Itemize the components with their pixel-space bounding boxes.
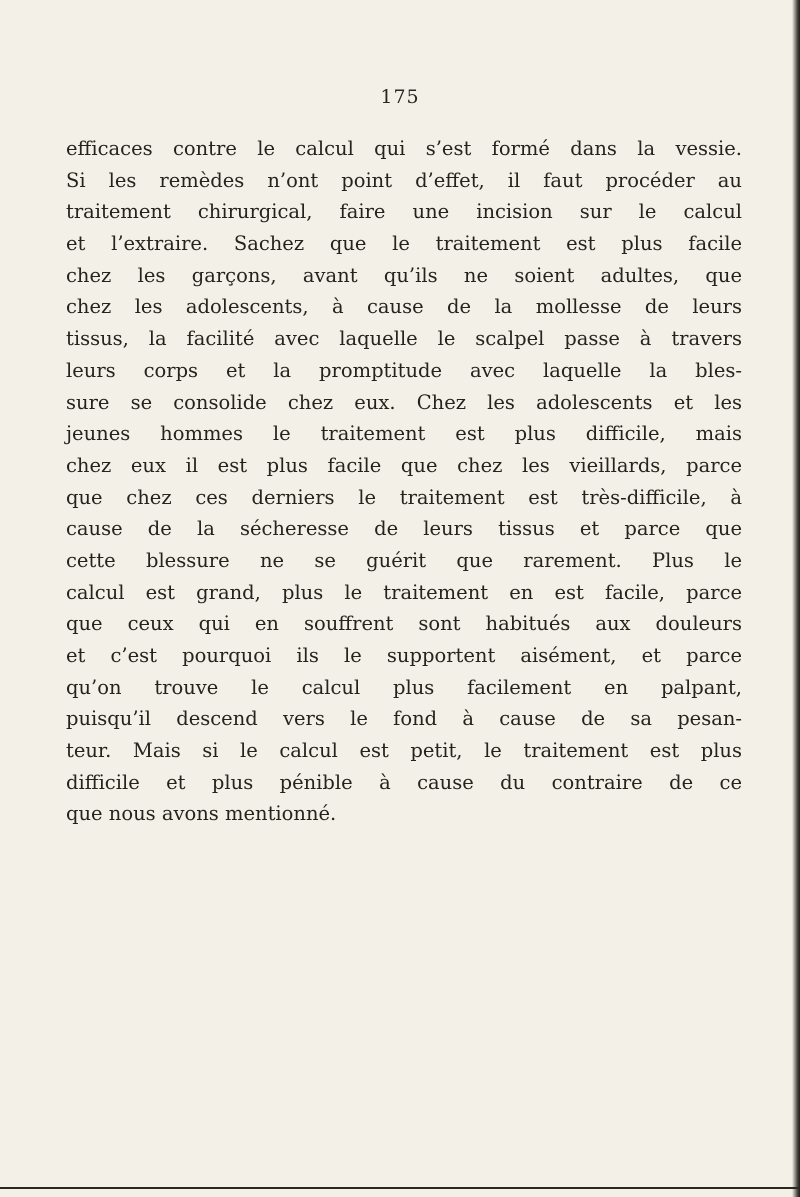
text-line: puisqu’il descend vers le fond à cause de sa pesan- [66,707,742,731]
text-line: leurs corps et la promptitude avec laquelle la bles- [66,358,742,382]
page-number: 175 [380,86,420,108]
text-line: calcul est grand, plus le traitement en est facile, parce [66,580,742,604]
text-line: que ceux qui en souffrent sont habitués aux douleurs [66,612,742,636]
text-line: jeunes hommes le traitement est plus difficile, mais [66,422,742,446]
text-line: Si les remèdes n’ont point d’effet, il faut procéder au [66,168,742,192]
text-line: chez eux il est plus facile que chez les vieillards, parce [66,453,742,477]
text-line: et c’est pourquoi ils le supportent aisément, et parce [66,644,742,667]
text-line: difficile et plus pénible à cause du contraire de ce [66,770,742,794]
text-line: tissus, la facilité avec laquelle le scalpel passe à travers [66,327,742,351]
body-text [66,133,742,830]
text-line: qu’on trouve le calcul plus facilement en palpant, [66,675,742,699]
bottom-edge-rule [0,1187,800,1189]
text-line: teur. Mais si le calcul est petit, le traitement est plus [66,739,742,763]
text-line: cette blessure ne se guérit que rarement. Plus le [66,548,742,572]
text-line: et l’extraire. Sachez que le traitement est plus facile [66,232,742,256]
text-line: que chez ces derniers le traitement est très-difficile, à [66,485,742,509]
text-line: cause de la sécheresse de leurs tissus et parce que [66,517,742,541]
text-line-last: que nous avons mentionné. [66,802,337,826]
text-line: traitement chirurgical, faire une incision sur le calcul [66,200,742,224]
text-line: sure se consolide chez eux. Chez les adolescents et les [66,390,742,414]
page-edge-shadow [792,0,800,1197]
text-line: chez les adolescents, à cause de la mollesse de leurs [66,295,742,319]
text-line: chez les garçons, avant qu’ils ne soient adultes, que [66,263,742,287]
text-line: efficaces contre le calcul qui s’est formé dans la vessie. [66,137,742,160]
